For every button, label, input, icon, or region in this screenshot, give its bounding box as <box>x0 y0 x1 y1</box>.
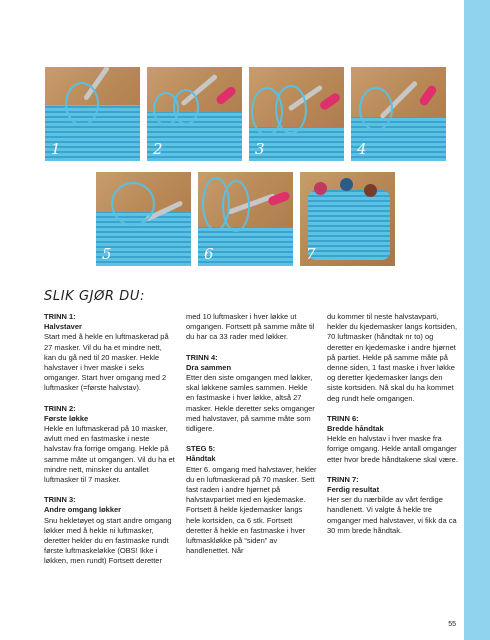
step-3-continued <box>186 312 318 343</box>
step-photo-1 <box>45 67 140 161</box>
step-title: STEG 5: <box>186 444 216 454</box>
step-1 <box>44 312 176 394</box>
step-body-part-1: Snu hekletøyet og start andre omgang løkker med å hekle ni luftmasker, deretter hekler du en fastmaske rundt første luftmaskeløkke (OBS! Ikke i løkken, men rundt) Fortsett deretter <box>44 515 172 566</box>
side-color-bar <box>464 0 490 640</box>
step-title: TRINN 6: <box>327 413 359 423</box>
step-photo-6 <box>198 172 293 266</box>
step-title: TRINN 2: <box>44 403 76 413</box>
step-5 <box>186 444 318 556</box>
step-photo-7 <box>300 172 395 266</box>
step-5-continued <box>327 312 459 404</box>
step-body-part-2: du kommer til neste halvstavparti, hekler du kjedemasker langs kortsiden, 70 luftmasker (håndtak nr to) og deretter en kjedemaske i andre hjørnet på partiet. Hekle på samme måte på denne siden, 1 fast maske i hver løkke og deretter kjedemasker langs den siste kortsiden. Nå skal du ha kommet deg rundt hele omgangen. <box>327 312 458 403</box>
photo-number: 1 <box>51 140 61 158</box>
instructions-column-3 <box>327 312 459 546</box>
step-photo-5 <box>96 172 191 266</box>
photo-number: 4 <box>357 140 367 158</box>
photo-number: 7 <box>306 245 316 263</box>
step-7 <box>327 475 459 536</box>
step-body-part-1: Etter 6. omgang med halvstaver, hekler du en luftmaskerad på 70 masker. Sett fast raden i andre hjørnet på halvstavpartiet med en kjedemaske. Fortsett å hekle kjedemasker langs hele kortsiden, ca 6 stk. Fortsett deretter å hekle en fastmaske i hver luftmaskløkke på “siden” av handlenettet. Når <box>186 464 317 556</box>
instructions-column-2 <box>186 312 318 566</box>
photo-number: 2 <box>153 140 163 158</box>
photo-number: 3 <box>255 140 265 158</box>
step-6 <box>327 414 459 465</box>
step-body: Start med å hekle en luftmaskerad på 27 masker. Vil du ha et mindre nett, kan du gå ned til 20 masker. Hekle halvstaver i hver maske i seks omganger. Start hver omgang med 2 luftmasker (=første halvstav). <box>44 332 169 393</box>
step-title: TRINN 7: <box>327 474 359 484</box>
step-body-part-2: med 10 luftmasker i hver løkke ut omgangen. Fortsett på samme måte til du har ca 33 rader med løkker. <box>186 312 315 342</box>
step-subtitle: Ferdig resultat <box>327 485 380 495</box>
step-subtitle: Håndtak <box>186 454 216 464</box>
step-body: Hekle en luftmaskerad på 10 masker, avlutt med en fastmaske i neste halvstav fra forrige omgang. Hekle på samme måte ut omgangen. Vil du ha et mindre nett, minsker du antallet luftmasker til 7 masker. <box>44 424 175 485</box>
step-body: Etter den siste omgangen med løkker, skal løkkene samles sammen. Hekle en fastmaske i hver løkke, altså 27 masker. Hekle deretter seks omganger med halvstaver, på samme måte som tidligere. <box>186 373 315 434</box>
step-subtitle: Andre omgang løkker <box>44 505 122 515</box>
step-subtitle: Halvstaver <box>44 322 82 332</box>
step-body: Her ser du nærbilde av vårt ferdige handlenett. Vi valgte å hekle tre omganger med halvstaver, vi fikk da ca 30 mm brede håndtak. <box>327 495 457 535</box>
step-4 <box>186 353 318 435</box>
step-photo-3 <box>249 67 344 161</box>
step-title: TRINN 1: <box>44 312 76 321</box>
step-photo-2 <box>147 67 242 161</box>
step-body: Hekle en halvstav i hver maske fra forrige omgang. Hekle antall omganger etter hvor brede håndtakene skal være. <box>327 434 458 464</box>
step-subtitle: Dra sammen <box>186 362 232 372</box>
step-title: TRINN 4: <box>186 352 218 362</box>
step-subtitle: Første løkke <box>44 413 89 423</box>
photo-number: 5 <box>102 245 112 263</box>
photo-number: 6 <box>204 245 214 263</box>
page-number: 55 <box>448 621 456 628</box>
step-3 <box>44 495 176 566</box>
step-title: TRINN 3: <box>44 495 76 505</box>
step-2 <box>44 404 176 486</box>
instructions-column-1 <box>44 312 176 577</box>
step-photo-4 <box>351 67 446 161</box>
section-title: SLIK GJØR DU: <box>44 289 145 304</box>
step-subtitle: Bredde håndtak <box>327 424 384 434</box>
